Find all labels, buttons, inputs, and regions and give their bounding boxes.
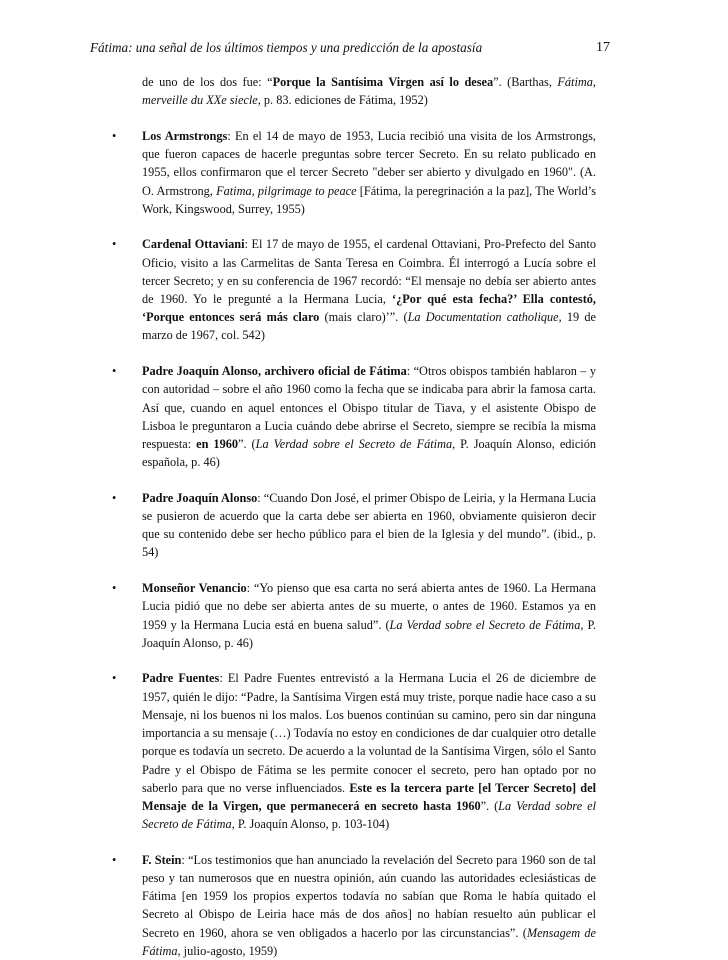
bullet-icon: • — [112, 852, 117, 867]
bold-text: Padre Joaquín Alonso — [142, 490, 258, 505]
text-run: : “Yo pienso que esa carta no será abierta antes de 1960. La Hermana Lucia pidió que no debe ser abierta antes de su muerte, o antes de 1960. Estamos ya en 1959 y la Hermana Lucia está en buena salud”. ( — [142, 581, 596, 632]
italic-text: La Verdad sobre el Secreto de Fátima — [142, 798, 596, 832]
italic-text: La Verdad sobre el Secreto de Fátima — [389, 617, 581, 632]
text-run: : El 17 de mayo de 1955, el cardenal Ottaviani, Pro-Prefecto del Santo Oficio, visito a las Carmelitas de Santa Teresa en Coimbra. Él interrogó a Lucía sobre el tercer Secreto; y en su conferencia de 1967 recordó: “El mensaje no debía ser abierto antes de 1960. Yo le pregunté a la Hermana Lucia, — [142, 237, 596, 307]
text-run: : “Cuando Don José, el primer Obispo de Leiria, y la Hermana Lucia se pusieron de acuerdo que la carta debe ser abierta en 1960, obviamente quisieron decir que su contenido debe ser hecho público para el bien de la Iglesia y del mundo”. (ibid., p. 54) — [142, 490, 597, 560]
text-run: , P. Joaquín Alonso, p. 103-104) — [231, 817, 390, 832]
bold-text: ‘¿Por qué esta fecha?’ Ella contestó, ‘Porque entonces será más claro — [142, 292, 597, 325]
list-item — [112, 669, 596, 833]
text-run: : “Otros obispos también hablaron – y con autoridad – sobre el año 1960 como la fecha que se indicaba para abrir la famosa carta. Así que, cuando en aquel entonces el Obispo titular de Tiava, y el asistente Obispo de Lisboa le preguntaron a Lucia cuándo debe abrirse el Secreto, siempre se recibía la misma respuesta: — [142, 364, 596, 451]
italic-text: Fátima, merveille du XXe siecle, — [142, 75, 596, 108]
text-run: ”. ( — [238, 436, 256, 451]
bold-text: Porque la Santísima Virgen así lo desea — [272, 75, 494, 89]
text-run: de uno de los dos fue: “ — [142, 75, 273, 89]
bold-text: Padre Fuentes — [142, 671, 220, 686]
bold-text: F. Stein — [142, 852, 182, 867]
italic-text: La Documentation catholique — [407, 310, 559, 325]
bullet-icon: • — [112, 671, 117, 686]
text-run: : “Los testimonios que han anunciado la revelación del Secreto para 1960 son de tal peso y tan numerosos que en nuestra opinión, aún cuando las autoridades eclesiásticas de Fátima [en 1959 los propios expertos todavía no sabían que Roma le había quitado el Secreto al Obispo de Leiria hace más de dos años] no habían resuelto aún publicar el Secreto en 1960, ahora se ven obligados a hacerlo por las circunstancias”. ( — [142, 852, 596, 940]
bold-text: Este es la tercera parte [el Tercer Secreto] del Mensaje de la Virgen, que permanecerá en secreto hasta 1960 — [142, 780, 596, 813]
bullet-icon: • — [112, 237, 117, 252]
bold-text: Padre Joaquín Alonso, archivero oficial de Fátima — [142, 364, 407, 379]
text-run: [Fátima, la peregrinación a la paz], The World’s Work, Kingswood, Surrey, 1955) — [142, 183, 596, 216]
text-run: , P. Joaquín Alonso, edición española, p. 46) — [142, 436, 597, 470]
bold-text: Cardenal Ottaviani — [142, 237, 245, 252]
testimony-list — [112, 127, 596, 960]
italic-text: Fatima, pilgrimage to peace — [216, 183, 357, 198]
page-number: 17 — [596, 40, 610, 55]
list-item — [112, 489, 596, 562]
text-run: (mais claro)’”. ( — [319, 310, 408, 325]
bullet-icon: • — [112, 364, 117, 379]
text-run: ”. (Barthas, — [493, 75, 558, 89]
italic-text: La Verdad sobre el Secreto de Fátima — [255, 436, 453, 451]
continuation-paragraph — [142, 73, 596, 109]
text-run: , 19 de marzo de 1967, col. 542) — [142, 310, 596, 343]
text-run: : En el 14 de mayo de 1953, Lucia recibió una visita de los Armstrongs, que fueron capaces de hacerle preguntas sobre tercer Secreto. En su relato publicado en 1955, ellos confirmaron que el tercer Secreto "deber ser abierto y divulgado en 1960". (A. O. Armstrong, — [142, 128, 596, 198]
page-body — [112, 73, 596, 960]
bold-text: Monseñor Venancio — [142, 581, 247, 596]
list-item — [112, 235, 596, 344]
bold-text: en 1960 — [196, 436, 239, 451]
running-title: Fátima: una señal de los últimos tiempos y una predicción de la apostasía — [90, 40, 483, 55]
text-run: : El Padre Fuentes entrevistó a la Hermana Lucia el 26 de diciembre de 1957, quién le dijo: “Padre, la Santísima Virgen está muy triste, porque nadie hace caso a su Mensaje, ni los buenos ni los malos. Los buenos continúan su camino, pero sin dar ninguna importancia a su mensaje (…) Todavía no estoy en condiciones de dar cualquier otro detalle porque es todavía un secreto. De acuerdo a la voluntad de la Santísima Virgen, sólo el Santo Padre y el Obispo de Fátima se les permite conocer el secreto, pero han optado por no saberlo para que no verse influenciados. — [142, 671, 596, 795]
italic-text: Mensagem de Fátima — [142, 925, 597, 958]
list-item — [112, 127, 596, 218]
list-item — [112, 362, 596, 471]
text-run: p. 83. ediciones de Fátima, 1952) — [260, 93, 428, 108]
bold-text: Los Armstrongs — [142, 128, 228, 143]
text-run: ”. ( — [480, 798, 499, 813]
bullet-icon: • — [112, 128, 117, 143]
list-item — [112, 851, 596, 960]
page-header — [90, 40, 610, 56]
text-run: , P. Joaquín Alonso, p. 46) — [142, 617, 596, 650]
bullet-icon: • — [112, 581, 117, 596]
bullet-icon: • — [112, 490, 117, 505]
text-run: , julio-agosto, 1959) — [177, 943, 278, 958]
list-item — [112, 579, 596, 652]
